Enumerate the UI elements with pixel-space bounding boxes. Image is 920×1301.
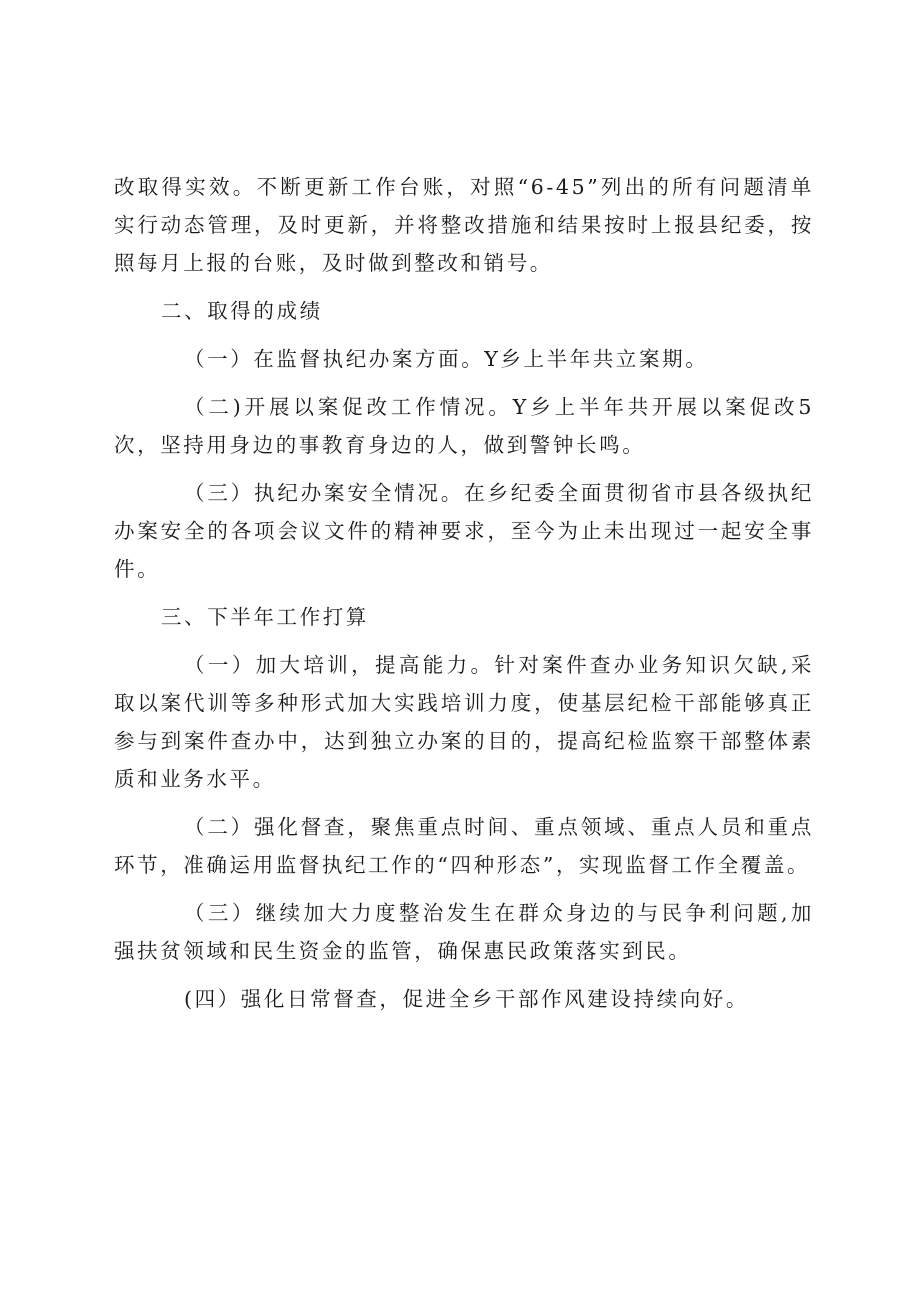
paragraph-case-safety: （三）执纪办案安全情况。在乡纪委全面贯彻省市县各级执纪办案安全的各项会议文件的精神要求，至今为止未出现过一起安全事件。 [114, 481, 814, 581]
paragraph-case-reform: （二)开展以案促改工作情况。Y乡上半年共开展以案促改5次，坚持用身边的事教育身边的人，做到警钟长鸣。 [114, 395, 814, 457]
paragraph-public-interest: （三）继续加大力度整治发生在群众身边的与民争利问题,加强扶贫领域和民生资金的监管，确保惠民政策落实到民。 [114, 901, 814, 963]
paragraph-rectification-ledger: 改取得实效。不断更新工作台账，对照“6-45”列出的所有问题清单实行动态管理，及时更新，并将整改措施和结果按时上报县纪委，按照每月上报的台账，及时做到整改和销号。 [114, 175, 814, 275]
paragraph-daily-inspection: (四）强化日常督查，促进全乡干部作风建设持续向好。 [184, 987, 749, 1011]
paragraph-training: （一）加大培训，提高能力。针对案件查办业务知识欠缺,采取以案代训等多种形式加大实践培训力度，使基层纪检干部能够真正参与到案件查办中，达到独立办案的目的，提高纪检监察干部整体素质和业务水平。 [114, 653, 814, 791]
section-heading-achievements: 二、取得的成绩 [161, 299, 323, 323]
section-heading-plans: 三、下半年工作打算 [161, 605, 369, 629]
paragraph-supervision-cases: （一）在监督执纪办案方面。Y乡上半年共立案期。 [184, 347, 709, 371]
document-body [114, 168, 814, 1018]
paragraph-supervision-focus: （二）强化督查，聚焦重点时间、重点领域、重点人员和重点环节，准确运用监督执纪工作的“四种形态”，实现监督工作全覆盖。 [114, 815, 814, 877]
